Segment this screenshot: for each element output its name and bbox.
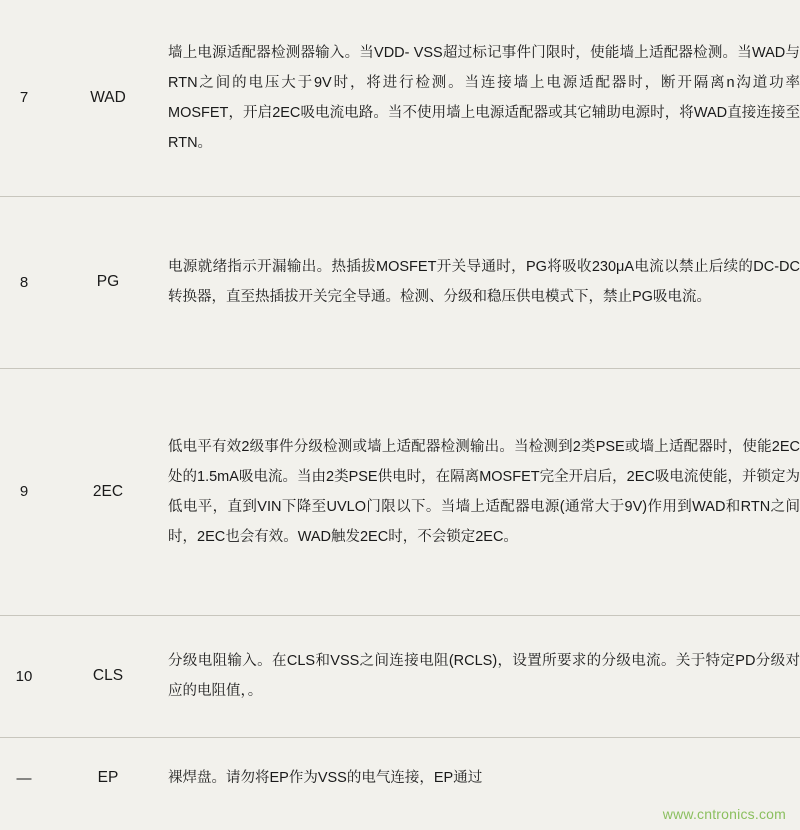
table-row: [0, 369, 800, 615]
pin-number: 10: [15, 667, 33, 685]
pin-number: 8: [19, 273, 29, 291]
pin-number: —: [16, 769, 32, 787]
pin-number: 9: [19, 483, 29, 501]
pin-name: CLS: [92, 667, 124, 685]
table-row: [0, 616, 800, 738]
table-row: [0, 0, 800, 196]
pin-description: 裸焊盘。请勿将EP作为VSS的电气连接，EP通过: [168, 770, 483, 786]
pin-description: 分级电阻输入。在CLS和VSS之间连接电阻(RCLS)，设置所要求的分级电流。关于特定PD分级对应的电阻值，。: [168, 653, 800, 700]
pin-description: 低电平有效2级事件分级检测或墙上适配器检测输出。当检测到2类PSE或墙上适配器时，使能2EC处的1.5mA吸电流。当由2类PSE供电时，在隔离MOSFET完全开启后，2EC吸电流使能，并锁定为低电平，直到VIN下降至UVLO门限以下。当墙上适配器电源(通常大于9V)作用到WAD和RTN之间时，2EC也会有效。WAD触发2EC时，不会锁定2EC。: [168, 438, 800, 545]
pin-number: 7: [19, 89, 29, 107]
pin-name: 2EC: [92, 482, 124, 500]
pin-description: 电源就绪指示开漏输出。热插拔MOSFET开关导通时，PG将吸收230μA电流以禁止后续的DC-DC转换器，直至热插拔开关完全导通。检测、分级和稳压供电模式下，禁止PG吸电流。: [168, 259, 800, 306]
pin-name: PG: [96, 273, 120, 291]
pin-name: WAD: [90, 88, 126, 106]
table-row: [0, 197, 800, 369]
pin-name: EP: [97, 769, 119, 786]
watermark: www.cntronics.com: [662, 806, 786, 822]
pin-description: 墙上电源适配器检测器输入。当VDD- VSS超过标记事件门限时，使能墙上适配器检测。当WAD与RTN之间的电压大于9V时，将进行检测。当连接墙上电源适配器时，断开隔离n沟道功率MOSFET，开启2EC吸电流电路。当不使用墙上电源适配器或其它辅助电源时，将WAD直接连接至RTN。: [168, 44, 800, 151]
